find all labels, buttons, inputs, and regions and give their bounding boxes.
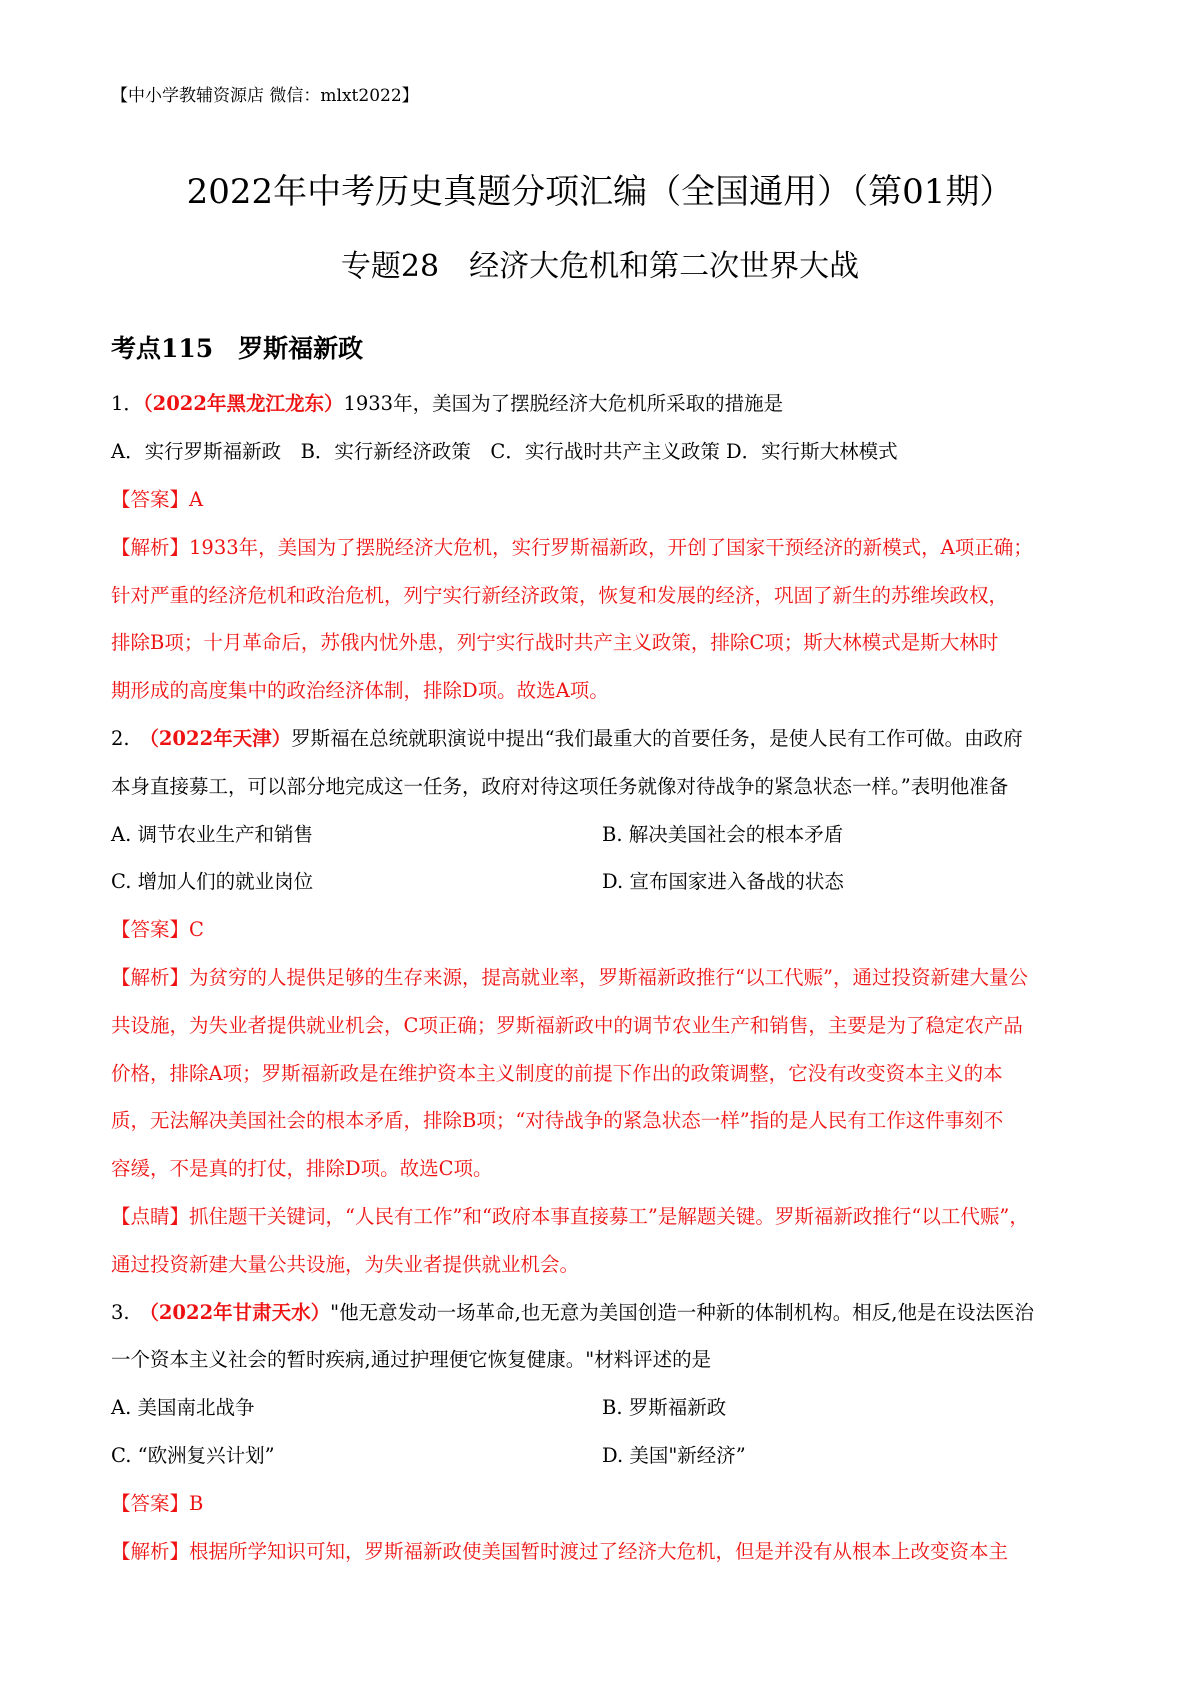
question-2-stem: 2. （2022年天津）罗斯福在总统就职演说中提出“我们最重大的首要任务，是使人民有工作可做。由政府 — [111, 727, 1023, 750]
question-source: （2022年天津） — [149, 727, 292, 750]
topic-title: 专题28 经济大危机和第二次世界大战 — [340, 249, 860, 284]
source-note: 【中小学教辅资源店 微信：mlxt2022】 — [111, 86, 419, 106]
explanation-line: 针对严重的经济危机和政治危机，列宁实行新经济政策，恢复和发展的经济，巩固了新生的苏维埃政权， — [111, 584, 1009, 607]
question-1-options: A．实行罗斯福新政 B．实行新经济政策 C．实行战时共产主义政策 D．实行斯大林模式 — [111, 440, 898, 463]
key-point: 【点睛】抓住题干关键词，“人民有工作”和“政府本事直接募工”是解题关键。罗斯福新政推行“以工代赈”， — [111, 1205, 1029, 1228]
section-heading: 考点115 罗斯福新政 — [111, 334, 364, 363]
explanation-line: 容缓，不是真的打仗，排除D项。故选C项。 — [111, 1157, 493, 1180]
option-a: A. 美国南北战争 — [111, 1396, 255, 1419]
answer: 【答案】A — [111, 488, 204, 511]
question-3-stem-line: 一个资本主义社会的暂时疾病,通过护理便它恢复健康。"材料评述的是 — [111, 1348, 712, 1371]
key-point-line: 通过投资新建大量公共设施，为失业者提供就业机会。 — [111, 1253, 580, 1276]
answer: 【答案】B — [111, 1492, 204, 1515]
option-c: C. 增加人们的就业岗位 — [111, 870, 314, 893]
explanation-line: 期形成的高度集中的政治经济体制，排除D项。故选A项。 — [111, 679, 609, 702]
explanation: 【解析】1933年，美国为了摆脱经济大危机，实行罗斯福新政，开创了国家干预经济的新模式，A项正确； — [111, 536, 1033, 559]
option-b: B. 解决美国社会的根本矛盾 — [602, 823, 844, 846]
explanation-line: 排除B项；十月革命后，苏俄内忧外患，列宁实行战时共产主义政策，排除C项；斯大林模式是斯大林时 — [111, 631, 999, 654]
question-3-stem: 3. （2022年甘肃天水）"他无意发动一场革命,也无意为美国创造一种新的体制机构。相反,他是在设法医治 — [111, 1301, 1035, 1324]
question-2-stem-line: 本身直接募工，可以部分地完成这一任务，政府对待这项任务就像对待战争的紧急状态一样。”表明他准备 — [111, 775, 1009, 798]
question-source: （2022年黑龙江龙东） — [142, 392, 344, 415]
page-title: 2022年中考历史真题分项汇编（全国通用）（第01期） — [186, 172, 1014, 212]
question-1-stem: 1．（2022年黑龙江龙东）1933年，美国为了摆脱经济大危机所采取的措施是 — [111, 392, 784, 415]
explanation-line: 价格，排除A项；罗斯福新政是在维护资本主义制度的前提下作出的政策调整，它没有改变资本主义的本 — [111, 1062, 1003, 1085]
explanation: 【解析】为贫穷的人提供足够的生存来源，提高就业率，罗斯福新政推行“以工代赈”，通过投资新建大量公 — [111, 966, 1028, 989]
explanation: 【解析】根据所学知识可知，罗斯福新政使美国暂时渡过了经济大危机，但是并没有从根本上改变资本主 — [111, 1540, 1009, 1563]
answer: 【答案】C — [111, 918, 204, 941]
option-c: C. “欧洲复兴计划” — [111, 1444, 275, 1467]
question-source: （2022年甘肃天水） — [149, 1301, 331, 1324]
option-a: A. 调节农业生产和销售 — [111, 823, 313, 846]
option-d: D. 宣布国家进入备战的状态 — [602, 870, 844, 893]
option-d: D. 美国"新经济” — [602, 1444, 746, 1467]
option-b: B. 罗斯福新政 — [602, 1396, 727, 1419]
explanation-line: 质，无法解决美国社会的根本矛盾，排除B项；“对待战争的紧急状态一样”指的是人民有工作这件事刻不 — [111, 1109, 1004, 1132]
explanation-line: 共设施，为失业者提供就业机会，C项正确；罗斯福新政中的调节农业生产和销售，主要是为了稳定农产品 — [111, 1014, 1023, 1037]
